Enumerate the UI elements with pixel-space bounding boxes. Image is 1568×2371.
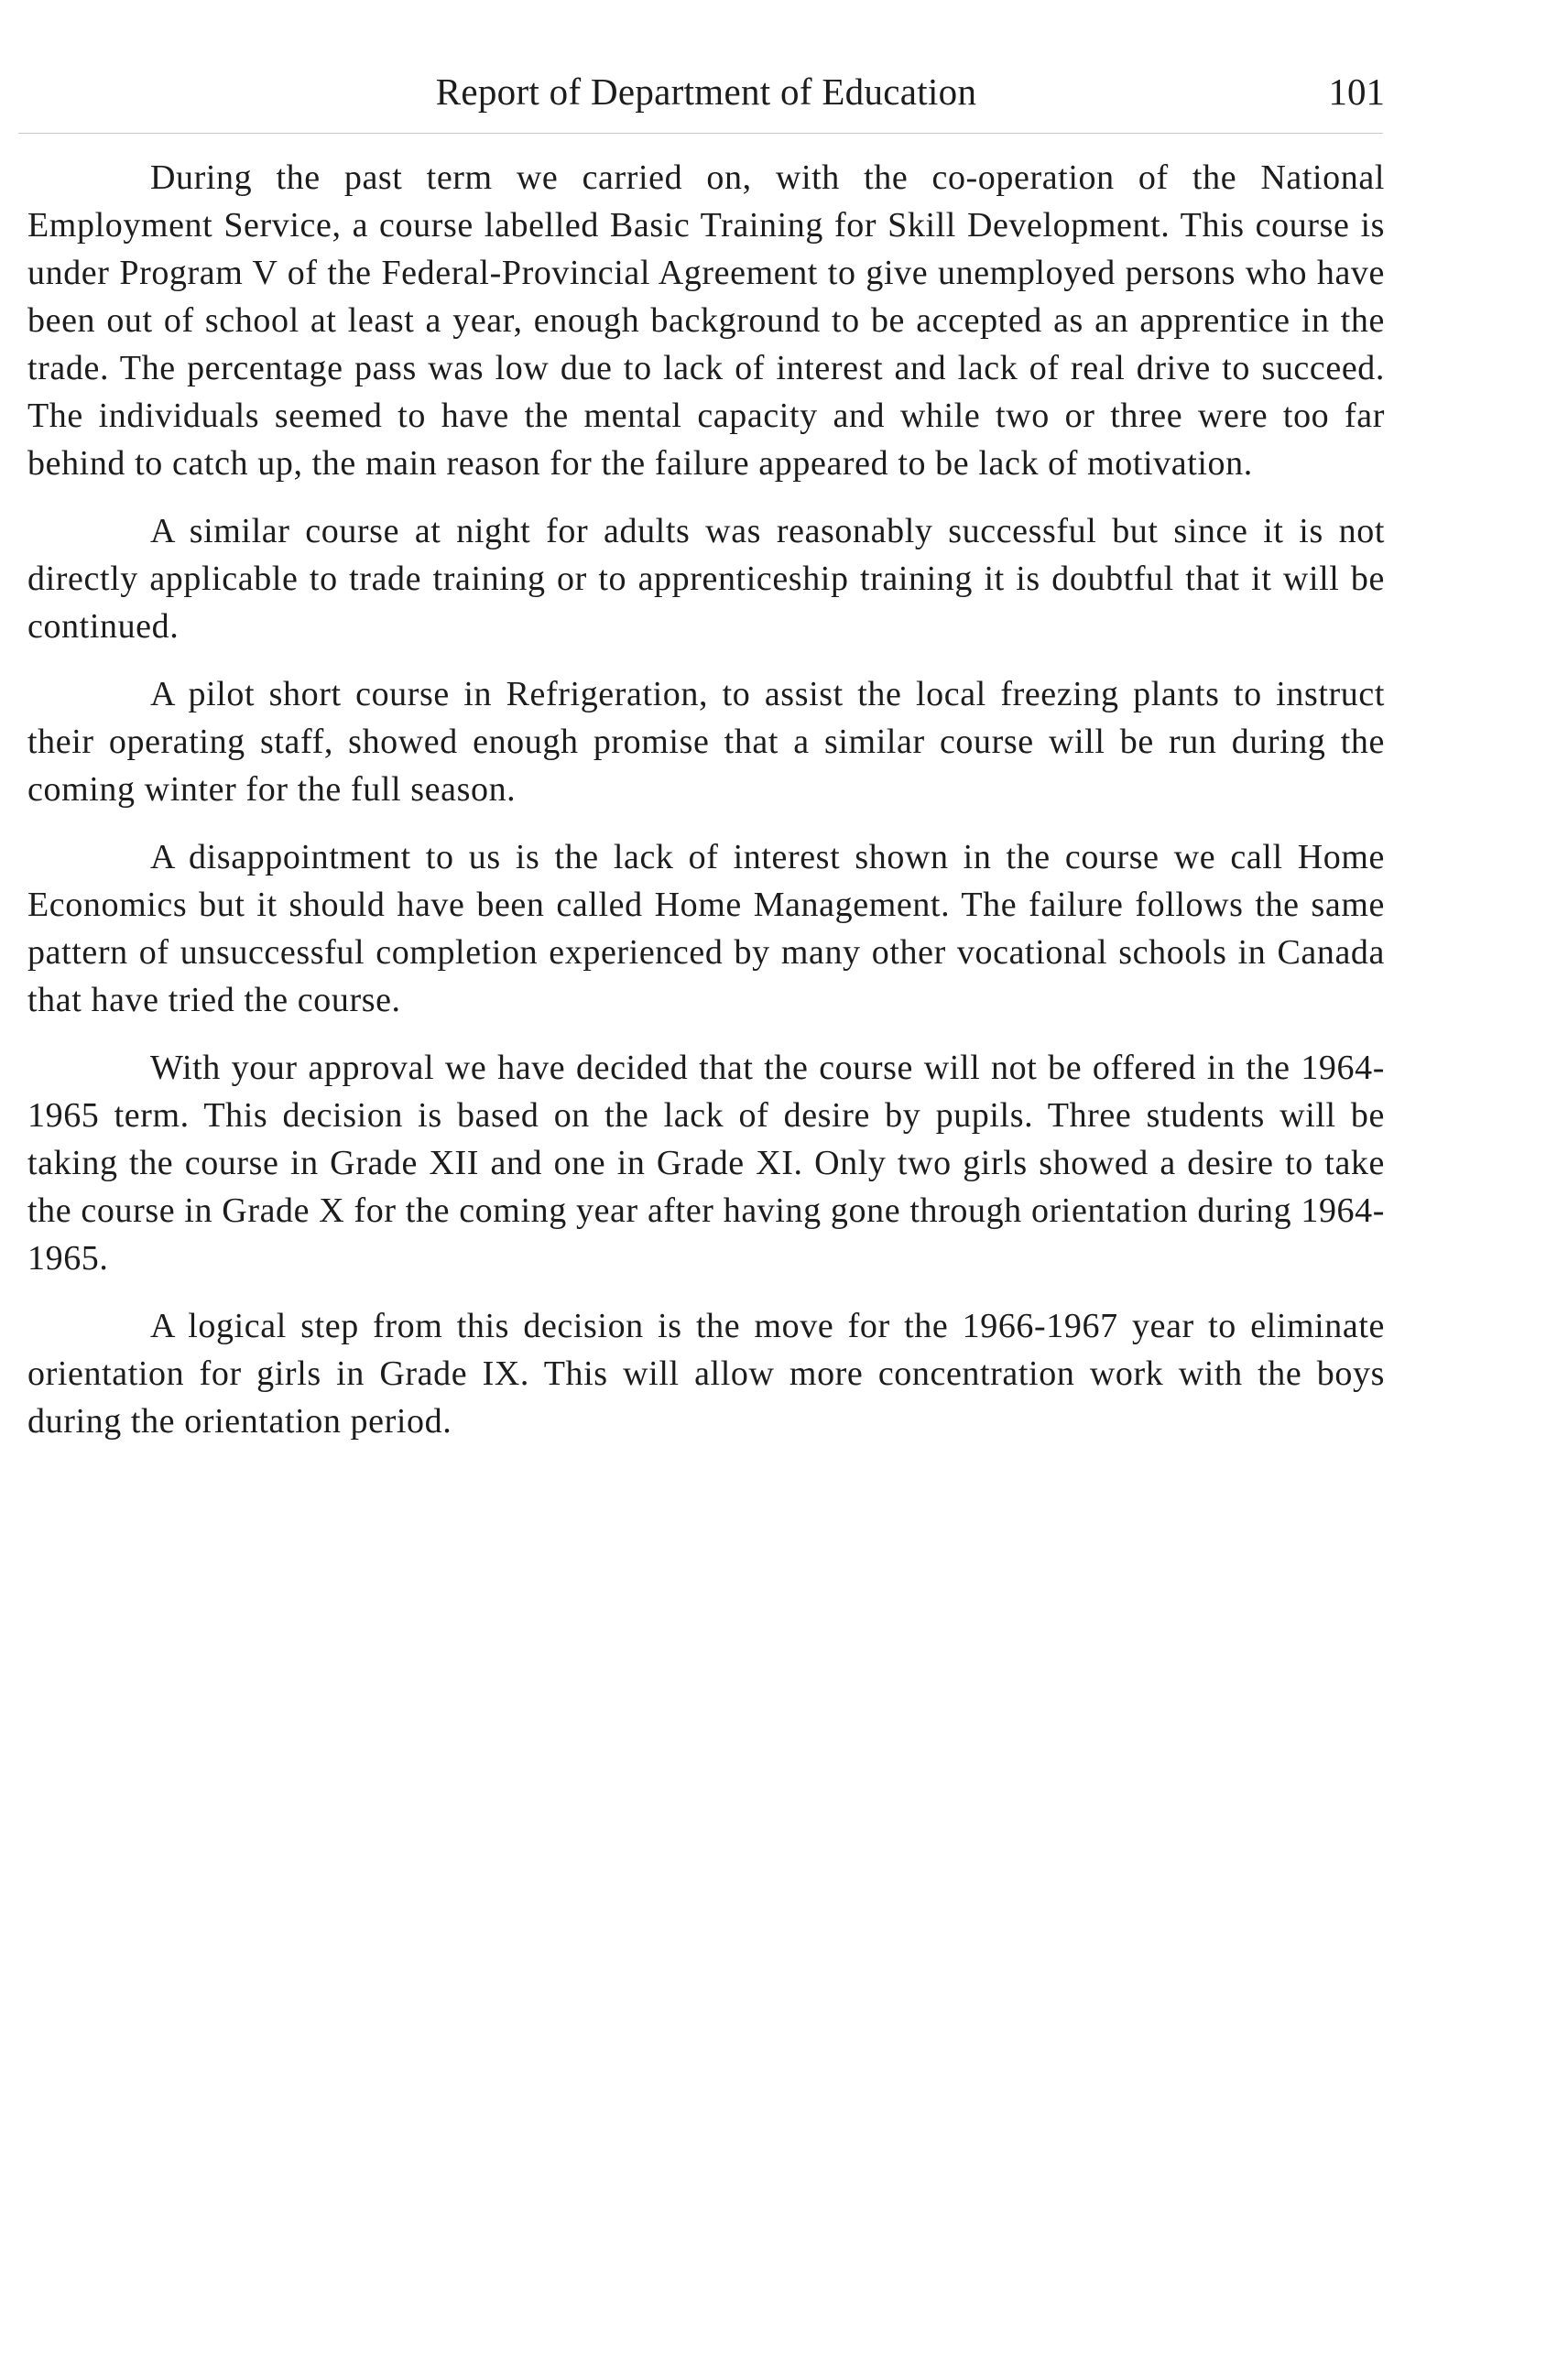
- paragraph-night-course: A similar course at night for adults was reasonably successful but since it is not directly applicable to trade training or to apprenticeship training it is doubtful that it will be continued.: [27, 512, 1385, 646]
- body-text: [27, 154, 1385, 1465]
- paragraph-refrigeration: A pilot short course in Refrigeration, to assist the local freezing plants to instruct their operating staff, showed enough promise that a similar course will be run during the coming winter for the full season.: [27, 675, 1385, 809]
- paragraph-home-economics: A disappointment to us is the lack of interest shown in the course we call Home Economics but it should have been called Home Management. The failure follows the same pattern of unsuccessful completion experienced by many other vocational schools in Canada that have tried the course.: [27, 838, 1385, 1019]
- page-number: 101: [1328, 71, 1385, 113]
- running-title: Report of Department of Education: [435, 71, 977, 113]
- running-header: [27, 64, 1385, 119]
- paragraph-orientation: A logical step from this decision is the move for the 1966-1967 year to eliminate orientation for girls in Grade IX. This will allow more concentration work with the boys during the orientation period.: [27, 1307, 1385, 1441]
- header-rule: [18, 133, 1383, 134]
- paragraph-basic-training: During the past term we carried on, with the co-operation of the National Employment Service, a course labelled Basic Training for Skill Development. This course is under Program V of the Federal-Provincial Agreement to give unemployed persons who have been out of school at least a year, enough background to be accepted as an apprentice in the trade. The percentage pass was low due to lack of interest and lack of real drive to succeed. The individuals seemed to have the mental capacity and while two or three were too far behind to catch up, the main reason for the failure appeared to be lack of motivation.: [27, 158, 1385, 483]
- paragraph-course-decision: With your approval we have decided that the course will not be offered in the 1964-1965 term. This decision is based on the lack of desire by pupils. Three students will be taking the course in Grade XII and one in Grade XI. Only two girls showed a desire to take the course in Grade X for the coming year after having gone through orientation during 1964-1965.: [27, 1049, 1385, 1278]
